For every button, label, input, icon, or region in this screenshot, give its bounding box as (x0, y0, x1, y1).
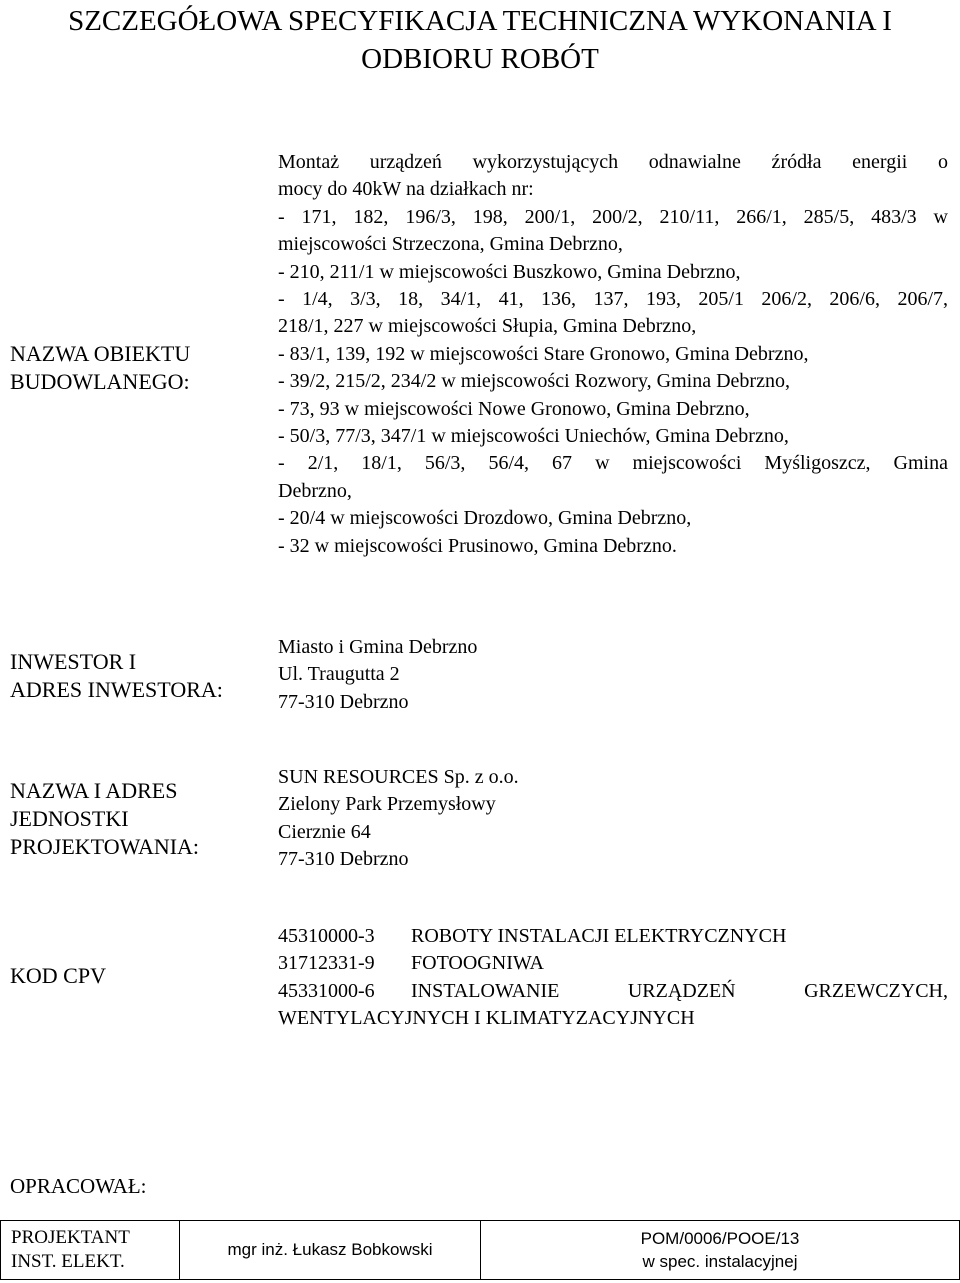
investor-address (278, 634, 948, 716)
designer-role-line-1: PROJEKTANT (11, 1227, 130, 1248)
object-line: Debrzno, (278, 479, 352, 502)
object-line: - 171, 182, 196/3, 198, 200/1, 200/2, 210/11, 266/1, 285/5, 483/3 w (278, 205, 948, 228)
title-line-1: SZCZEGÓŁOWA SPECYFIKACJA TECHNICZNA WYKONANIA I (68, 5, 892, 37)
object-line: - 20/4 w miejscowości Drozdowo, Gmina Debrzno, (278, 507, 692, 530)
document-title (0, 2, 960, 78)
object-label-line-1: NAZWA OBIEKTU (10, 341, 191, 366)
designer-line: Zielony Park Przemysłowy (278, 793, 496, 816)
object-line: miejscowości Strzeczona, Gmina Debrzno, (278, 233, 623, 256)
cpv-row (278, 978, 948, 1005)
cpv-row (278, 923, 948, 950)
designer-label-line-3: PROJEKTOWANIA: (10, 834, 200, 859)
cpv-row (278, 950, 948, 977)
object-line: mocy do 40kW na działkach nr: (278, 178, 534, 201)
signature-table (0, 1220, 960, 1280)
cpv-label: KOD CPV (10, 963, 106, 988)
object-line: - 73, 93 w miejscowości Nowe Gronowo, Gmina Debrzno, (278, 397, 750, 420)
designer-role-line-2: INST. ELEKT. (11, 1251, 125, 1272)
license-number (481, 1221, 960, 1280)
cpv-code: 31712331-9 (278, 952, 375, 975)
cpv-code: 45310000-3 (278, 925, 375, 947)
signature-row (1, 1221, 960, 1280)
license-number-line-2: w spec. instalacyjnej (642, 1252, 798, 1271)
cpv-text: ROBOTY INSTALACJI ELEKTRYCZNYCH (411, 925, 787, 947)
designer-label-line-1: NAZWA I ADRES (10, 778, 178, 803)
designer-name: mgr inż. Łukasz Bobkowski (180, 1221, 481, 1280)
investor-line: 77-310 Debrzno (278, 690, 409, 713)
designer-line: SUN RESOURCES Sp. z o.o. (278, 766, 519, 788)
investor-label-line-1: INWESTOR I (10, 649, 137, 674)
investor-label-line-2: ADRES INWESTORA: (10, 677, 223, 702)
cpv-continuation: WENTYLACYJNYCH I KLIMATYZACYJNYCH (278, 1007, 695, 1030)
designer-label-line-2: JEDNOSTKI (10, 806, 129, 831)
object-label-line-2: BUDOWLANEGO: (10, 369, 190, 394)
prepared-by-label: OPRACOWAŁ: (10, 1174, 147, 1198)
cpv-code: 45331000-6 (278, 979, 375, 1002)
designer-label (10, 777, 265, 861)
cpv-text: FOTOOGNIWA (411, 952, 544, 975)
object-line: - 1/4, 3/3, 18, 34/1, 41, 136, 137, 193, 205/1 206/2, 206/6, 206/7, (278, 288, 948, 311)
object-line: Montaż urządzeń wykorzystujących odnawialne źródła energii o (278, 151, 948, 173)
license-number-line-1: POM/0006/POOE/13 (640, 1229, 800, 1248)
object-line: - 50/3, 77/3, 347/1 w miejscowości Uniechów, Gmina Debrzno, (278, 425, 789, 448)
investor-line: Miasto i Gmina Debrzno (278, 636, 478, 658)
object-line: - 39/2, 215/2, 234/2 w miejscowości Rozwory, Gmina Debrzno, (278, 370, 790, 393)
object-description (278, 149, 948, 560)
designer-line: Cierznie 64 (278, 820, 371, 843)
designer-line: 77-310 Debrzno (278, 848, 409, 871)
object-line: 218/1, 227 w miejscowości Słupia, Gmina Debrzno, (278, 315, 697, 338)
designer-address (278, 764, 948, 874)
object-line: - 210, 211/1 w miejscowości Buszkowo, Gmina Debrzno, (278, 260, 741, 283)
object-line: - 32 w miejscowości Prusinowo, Gmina Debrzno. (278, 534, 677, 557)
title-line-2: ODBIORU ROBÓT (361, 43, 599, 75)
object-line: - 2/1, 18/1, 56/3, 56/4, 67 w miejscowości Myśligoszcz, Gmina (278, 452, 948, 475)
investor-line: Ul. Traugutta 2 (278, 663, 400, 686)
cpv-codes (278, 923, 948, 1033)
cpv-text: INSTALOWANIE URZĄDZEŃ GRZEWCZYCH, (411, 979, 948, 1002)
object-line: - 83/1, 139, 192 w miejscowości Stare Gronowo, Gmina Debrzno, (278, 342, 809, 365)
designer-role (1, 1221, 180, 1280)
investor-label (10, 648, 265, 704)
object-label (10, 340, 265, 396)
